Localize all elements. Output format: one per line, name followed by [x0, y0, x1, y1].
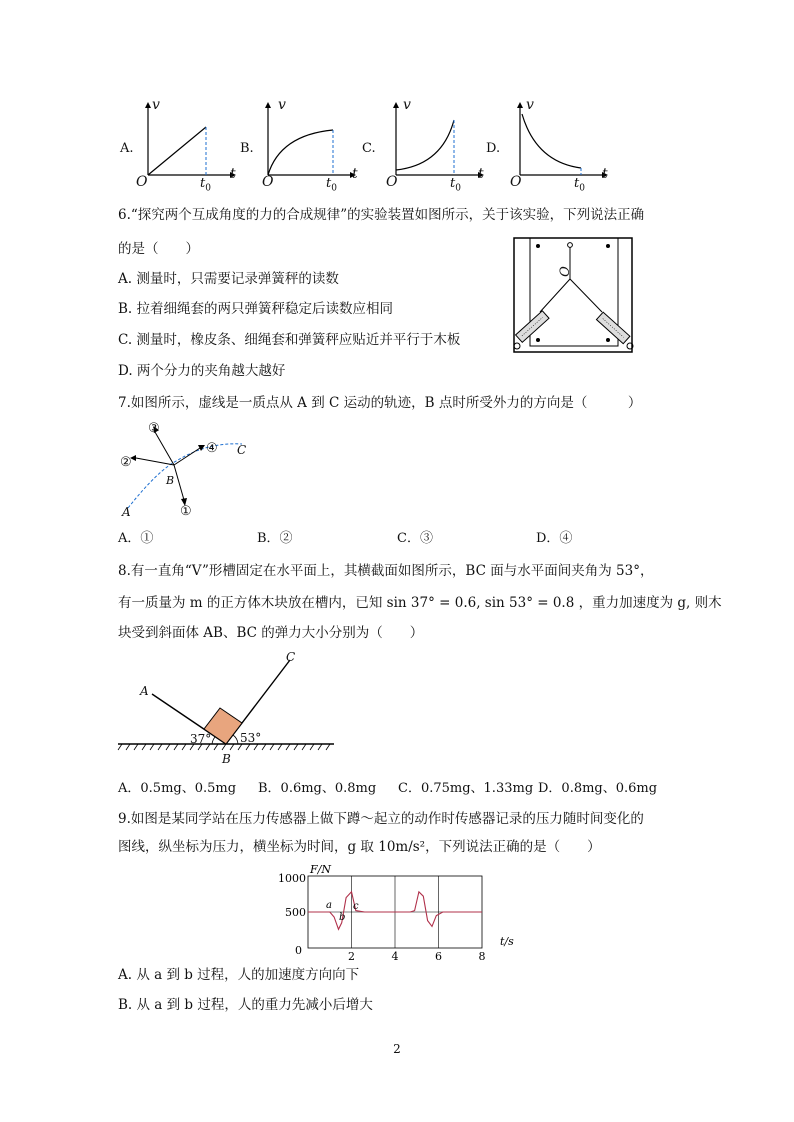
chart-y-label: F/N	[310, 863, 331, 876]
chart-y-tick-1000: 1000	[278, 872, 306, 885]
q8-option-b: B．0.6mg、0.8mg	[258, 781, 377, 796]
q7-point-a: A	[122, 505, 131, 519]
chart-point-label-c: c	[353, 901, 359, 912]
q9-option-a: A. 从 a 到 b 过程，人的加速度方向向下	[118, 967, 360, 983]
q7-arrow-label-1: ①	[180, 504, 192, 519]
q7-option-a: A．①	[118, 531, 154, 546]
q8-stem-line2: 有一质量为 m 的正方体木块放在槽内，已知 sin 37° = 0.6, sin 53° = 0.8 ，重力加速度为 g, 则木	[118, 595, 722, 611]
chart-x-tick-2: 2	[348, 950, 355, 963]
chart-x-tick-8: 8	[478, 950, 486, 963]
q5-a-v: v	[152, 97, 160, 113]
q8-stem-line3: 块受到斜面体 AB、BC 的弹力大小分别为（ ）	[118, 625, 424, 641]
q9-option-b: B. 从 a 到 b 过程，人的重力先减小后增大	[118, 997, 373, 1013]
q9-force-time-chart	[270, 862, 530, 962]
q6-option-a: A. 测量时，只需要记录弹簧秤的读数	[118, 271, 339, 287]
q5-label-d: D.	[486, 141, 501, 156]
q7-option-d: D．④	[536, 531, 573, 546]
q5-b-t0: $t_0$	[326, 176, 337, 194]
q6-stem-line1: 6.“探究两个互成角度的力的合成规律”的实验装置如图所示，关于该实验，下列说法正确	[118, 207, 645, 223]
q7-option-c: C．③	[397, 531, 433, 546]
chart-point-label-a: a	[326, 900, 332, 911]
q7-trajectory-figure	[118, 420, 268, 520]
q5-b-v: v	[278, 97, 286, 113]
q5-d-t: t	[602, 166, 608, 182]
chart-x-tick-4: 4	[391, 950, 399, 963]
q6-option-c: C. 测量时，橡皮条、细绳套和弹簧秤应贴近并平行于木板	[118, 332, 461, 348]
q7-stem: 7.如图所示，虚线是一质点从 A 到 C 运动的轨迹，B 点时所受外力的方向是（ ）	[118, 395, 642, 411]
q7-option-b: B．②	[257, 531, 293, 546]
q5-label-b: B.	[240, 141, 254, 156]
q5-c-v: v	[403, 97, 411, 113]
q5-c-t0: $t_0$	[450, 176, 461, 194]
q7-arrow-label-2: ②	[120, 455, 132, 470]
q7-point-c: C	[237, 443, 247, 457]
q8-point-b: B	[222, 752, 231, 766]
q6-option-b: B. 拉着细绳套的两只弹簧秤稳定后读数应相同	[118, 301, 394, 317]
q8-angle-37: 37°	[190, 732, 212, 746]
chart-y-tick-500: 500	[285, 906, 306, 919]
chart-x-tick-6: 6	[435, 950, 442, 963]
q8-option-c: C．0.75mg、1.33mg	[398, 781, 534, 796]
q6-stem-line2: 的是（ ）	[118, 241, 199, 257]
q6-figure-label-o: O	[557, 266, 573, 277]
q5-d-t0: $t_0$	[574, 176, 585, 194]
page-number: 2	[393, 1042, 401, 1056]
q5-label-a: A.	[120, 141, 134, 156]
q9-stem-line1: 9.如图是某同学站在压力传感器上做下蹲～起立的动作时传感器记录的压力随时间变化的	[118, 811, 644, 827]
chart-x-tick-0: 0	[295, 944, 302, 957]
q5-b-origin: O	[262, 174, 274, 190]
q8-option-a: A．0.5mg、0.5mg	[118, 781, 237, 796]
q6-option-d: D. 两个分力的夹角越大越好	[118, 363, 286, 379]
q8-stem-line1: 8.有一直角“V”形槽固定在水平面上，其横截面如图所示，BC 面与水平面间夹角为 53°，	[118, 563, 654, 579]
q5-graph-c	[362, 100, 482, 190]
q5-a-t: t	[230, 166, 236, 182]
q7-arrow-label-3: ③	[148, 421, 160, 436]
q5-a-origin: O	[136, 174, 148, 190]
q5-d-v: v	[526, 97, 534, 113]
q7-arrow-label-4: ④	[206, 441, 218, 456]
q5-graph-d	[486, 100, 606, 190]
q8-v-groove-figure	[118, 650, 338, 760]
q8-point-a: A	[140, 684, 149, 698]
q8-point-c: C	[286, 650, 296, 664]
q9-stem-line2: 图线，纵坐标为压力，横坐标为时间，g 取 10m/s²，下列说法正确的是（ ）	[118, 839, 601, 855]
q7-point-b: B	[166, 474, 175, 487]
q5-c-t: t	[478, 166, 484, 182]
chart-point-label-b: b	[339, 912, 346, 923]
q5-graph-b	[238, 100, 358, 190]
q5-a-t0: $t_0$	[200, 176, 211, 194]
chart-x-label: t/s	[500, 935, 514, 948]
q5-c-origin: O	[386, 174, 398, 190]
q6-apparatus-figure	[512, 234, 636, 356]
q5-label-c: C.	[362, 141, 376, 156]
q5-b-t: t	[352, 166, 358, 182]
q8-option-d: D．0.8mg、0.6mg	[538, 781, 658, 796]
q5-d-origin: O	[510, 174, 522, 190]
q8-angle-53: 53°	[240, 731, 262, 745]
